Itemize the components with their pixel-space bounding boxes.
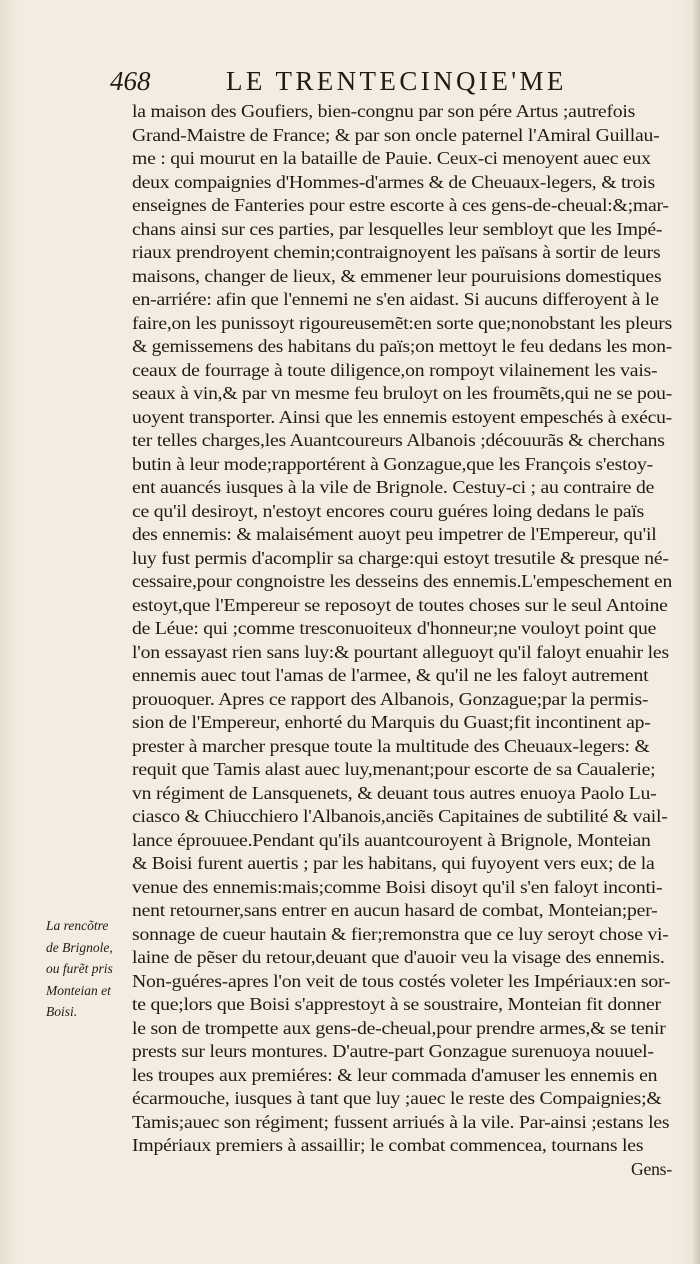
margin-note [46, 915, 128, 1023]
text-line: & Boisi furent auertis ; par les habitans, qui fuyoyent vers eux; de la [132, 853, 655, 873]
text-line: seaux à vin,& par vn mesme feu bruloyt on les froumẽts,qui ne se pou- [132, 383, 673, 403]
text-line: vn régiment de Lansquenets, & deuant tous autres enuoya Paolo Lu- [132, 782, 657, 803]
text-line: ter telles charges,les Auantcoureurs Albanois ;découurãs & cherchans [132, 430, 665, 450]
text-line: l'on essayast rien sans luy:& pourtant alleguoyt qu'il faloyt enuahir les [132, 641, 669, 662]
margin-note-line: Boisi. [46, 1004, 78, 1019]
text-line: Non-guéres-apres l'on veit de tous costés voleter les Impériaux:en sor- [132, 970, 671, 991]
text-line: requit que Tamis alast auec luy,menant;pour escorte de sa Caualerie; [132, 759, 656, 779]
text-line: Grand-Maistre de France; & par son oncle paternel l'Amiral Guillau- [132, 124, 660, 145]
text-line: des ennemis: & malaisément auoyt peu impetrer de l'Empereur, qu'il [132, 524, 657, 544]
text-line: ceaux de fourrage à toute diligence,on rompoyt vilainement les vais- [132, 359, 658, 380]
text-line: ciasco & Chiucchiero l'Albanois,anciẽs Capitaines de subtilité & vail- [132, 806, 668, 826]
margin-note-line: ou furẽt pris [46, 961, 113, 976]
running-head [110, 66, 670, 100]
page-heading: LE TRENTECINQIE'ME [226, 66, 567, 96]
text-line: enseignes de Fanteries pour estre escorte à ces gens-de-cheual:&;mar- [132, 195, 669, 215]
text-line: uoyent transporter. Ainsi que les ennemis estoyent empeschés à exécu- [132, 406, 673, 427]
text-line: chans ainsi sur ces parties, par lesquelles leur sembloyt que les Impé- [132, 218, 663, 239]
text-line: & gemissemens des habitans du païs;on mettoyt le feu dedans les mon- [132, 336, 673, 356]
body-text [132, 100, 672, 1181]
text-line: la maison des Goufiers, bien-congnu par son pére Artus ;autrefois [132, 101, 636, 121]
text-line: venue des ennemis:mais;comme Boisi disoyt qu'il s'en faloyt inconti- [132, 876, 663, 897]
text-line: cessaire,pour congnoistre les desseins des ennemis.L'empeschement en [132, 571, 673, 591]
text-line: écarmouche, iusques à tant que luy ;auec le reste des Compaignies;& [132, 1088, 662, 1108]
text-line: de Léue: qui ;comme tresconuoiteux d'honneur;ne vouloyt point que [132, 618, 657, 638]
text-line: les troupes aux premiéres: & leur commada d'amuser les ennemis en [132, 1064, 658, 1085]
text-line: ennemis auec tout l'amas de l'armee, & qu'il ne les faloyt autrement [132, 665, 649, 685]
margin-note-line: La rencõtre [46, 918, 109, 933]
text-line: en-arriére: afin que l'ennemi ne s'en aidast. Si aucuns differoyent à le [132, 289, 659, 309]
text-line: prouoquer. Apres ce rapport des Albanois, Gonzague;par la permis- [132, 688, 649, 709]
text-line: deux compaignies d'Hommes-d'armes & de Cheuaux-legers, & trois [132, 171, 655, 192]
text-line: ce qu'il desiroyt, n'estoyt encores couru guéres loing dedans le païs [132, 500, 645, 521]
text-line: prester à marcher presque toute la multitude des Cheuaux-legers: & [132, 735, 650, 756]
page-number: 468 [110, 66, 151, 96]
text-line: prests sur leurs montures. D'autre-part Gonzague surenuoya nouuel- [132, 1041, 654, 1061]
text-line: maisons, changer de lieux, & emmener leur pouruisions domestiques [132, 265, 662, 286]
text-line: butin à leur mode;rapportérent à Gonzague,que les François s'estoy- [132, 453, 653, 474]
text-line: ent auancés iusques à la vile de Brignole. Cestuy-ci ; au contraire de [132, 477, 655, 497]
text-line: nent retourner,sans entrer en aucun hasard de combat, Monteian;per- [132, 900, 658, 920]
text-line: me : qui mourut en la bataille de Pauie. Ceux-ci menoyent auec eux [132, 148, 651, 168]
text-line: luy fust permis d'acomplir sa charge:qui estoyt tresutile & presque né- [132, 547, 669, 568]
text-line: te que;lors que Boisi s'apprestoyt à se soustraire, Monteian fit donner [132, 994, 661, 1014]
text-line: estoyt,que l'Empereur se reposoyt de toutes choses sur le seul Antoine [132, 594, 668, 615]
text-line: lance éprouuee.Pendant qu'ils auantcouroyent à Brignole, Monteian [132, 829, 651, 850]
text-line: riaux prendroyent chemin;contraignoyent les païsans à sortir de leurs [132, 242, 661, 262]
text-line: le son de trompette aux gens-de-cheual,pour prendre armes,& se tenir [132, 1017, 666, 1038]
catchword: Gens- [630, 1158, 672, 1179]
text-line: sonnage de cueur hautain & fier;remonstra que ce luy seroyt chose vi- [132, 923, 669, 944]
text-line: Impériaux premiers à assaillir; le combat commencea, tournans les [132, 1135, 644, 1155]
margin-note-line: Monteian et [46, 982, 111, 998]
margin-note-line: de Brignole, [46, 939, 113, 955]
page-edge-shadow [692, 0, 700, 1264]
text-line: faire,on les punissoyt rigoureusemẽt:en sorte que;nonobstant les pleurs [132, 312, 673, 333]
text-line: Tamis;auec son régiment; fussent arriués à la vile. Par-ainsi ;estans les [132, 1111, 670, 1132]
text-line: sion de l'Empereur, enhorté du Marquis du Guast;fit incontinent ap- [132, 712, 651, 732]
text-line: laine de pẽser du retour,deuant que d'auoir veu la visage des ennemis. [132, 947, 665, 967]
